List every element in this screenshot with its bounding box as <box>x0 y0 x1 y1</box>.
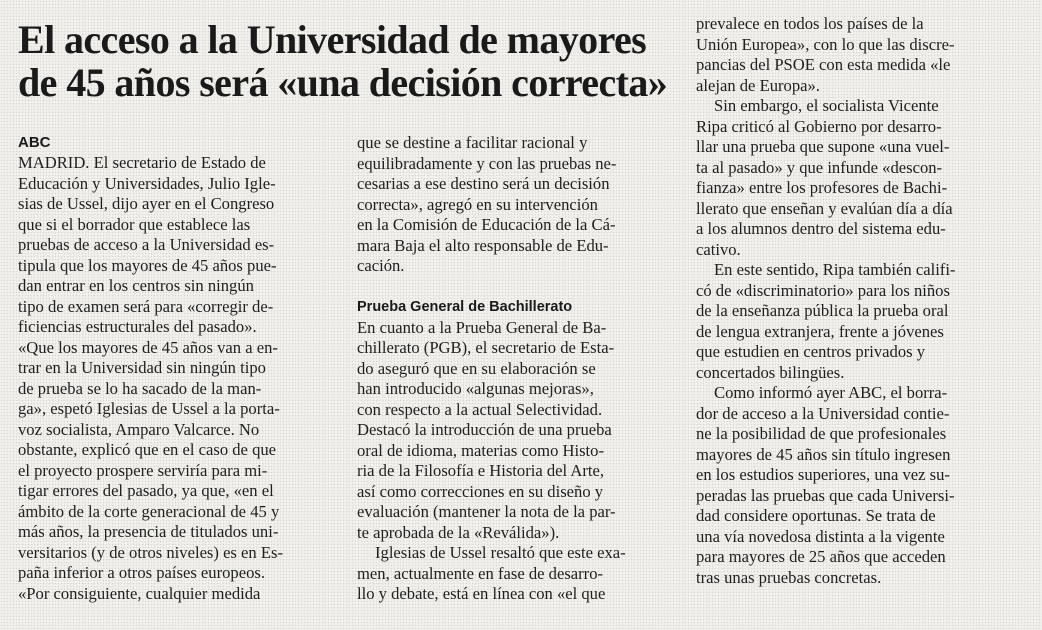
text-line: En este sentido, Ripa también califi- <box>714 260 956 279</box>
headline-line: El acceso a la Universidad de mayores <box>18 17 647 62</box>
text-line: có de «discriminatorio» para los niños <box>696 280 950 300</box>
text-line: de la enseñanza pública la prueba oral <box>696 301 949 320</box>
text-line: Destacó la introducción de una prueba <box>357 420 612 439</box>
text-line: peradas las pruebas que cada Universi- <box>696 485 955 505</box>
text-line: fianza» entre los profesores de Bachi- <box>696 178 948 197</box>
text-line: prevalece en todos los países de la <box>696 14 924 33</box>
text-line: llerato que enseñan y evalúan día a día <box>696 198 953 218</box>
text-line: a los alumnos dentro del sistema edu- <box>696 219 946 238</box>
text-line: paña inferior a otros países europeos. <box>18 563 265 582</box>
paragraph <box>357 133 677 277</box>
text-line: ne la posibilidad de que profesionales <box>696 424 947 443</box>
text-line: ficiencias estructurales del pasado». <box>18 317 257 336</box>
text-line: Como informó ayer ABC, el borra- <box>714 383 948 402</box>
text-line: tipo de examen será para «corregir de- <box>18 296 274 316</box>
text-line: cación. <box>357 256 405 275</box>
text-line: llar una prueba que supone «una vuel- <box>696 137 950 156</box>
spacer <box>357 277 677 297</box>
text-line: do aseguró que en su elaboración se <box>357 358 596 378</box>
paragraph <box>696 96 1006 260</box>
text-line: evaluación (mantener la nota de la par- <box>357 502 616 521</box>
text-line: Educación y Universidades, Julio Igle- <box>18 173 276 193</box>
paragraph <box>357 318 677 544</box>
text-line: correcta», agregó en su intervención <box>357 194 598 214</box>
text-line: así como correcciones en su diseño y <box>357 481 604 501</box>
text-line: pancias del PSOE con esta medida «le <box>696 55 951 74</box>
paragraph <box>357 543 677 605</box>
text-line: Ripa criticó al Gobierno por desarro- <box>696 116 942 136</box>
article-column-2 <box>357 133 677 605</box>
text-line: Sin embargo, el socialista Vicente <box>714 96 939 115</box>
text-line: trar en la Universidad sin ningún tipo <box>18 358 266 377</box>
text-line: una vía novedosa distinta a la vigente <box>696 526 945 546</box>
article-column-1 <box>18 133 338 604</box>
text-line: de lengua extranjera, frente a jóvenes <box>696 321 944 341</box>
text-line: pruebas de acceso a la Universidad es- <box>18 235 275 254</box>
text-line: tigar errores del pasado, ya que, «en el <box>18 481 274 500</box>
text-line: que si el borrador que establece las <box>18 214 251 234</box>
paragraph <box>18 153 338 604</box>
text-line: para mayores de 25 años que acceden <box>696 547 946 566</box>
text-line: ria de la Filosofía e Historia del Arte, <box>357 461 604 480</box>
article-column-3 <box>696 14 1006 588</box>
text-line: mayores de 45 años sin título ingresen <box>696 444 951 464</box>
text-line: el proyecto prospere serviría para mi- <box>18 460 268 480</box>
paragraph <box>696 383 1006 588</box>
text-line: en los estudios superiores, una vez su- <box>696 465 950 484</box>
text-line: voz socialista, Amparo Valcarce. No <box>18 419 260 439</box>
text-line: equilibradamente y con las pruebas ne- <box>357 153 617 173</box>
subheading: Prueba General de Bachillerato <box>357 298 573 315</box>
text-line: que se destine a facilitar racional y <box>357 133 588 152</box>
text-line: te aprobada de la «Reválida»). <box>357 522 560 542</box>
text-line: con respecto a la actual Selectividad. <box>357 399 603 419</box>
text-line: cesarias a ese destino será un decisión <box>357 174 610 193</box>
text-line: ga», espetó Iglesias de Ussel a la porta- <box>18 399 280 418</box>
headline-line: de 45 años será «una decisión correcta» <box>18 60 668 105</box>
byline: ABC <box>18 134 51 151</box>
text-line: alejan de Europa». <box>696 75 820 95</box>
text-line: de prueba se lo ha sacado de la man- <box>18 378 262 398</box>
text-line: llo y debate, está en línea con «el que <box>357 584 606 603</box>
text-line: men, actualmente en fase de desarro- <box>357 563 604 583</box>
text-line: cativo. <box>696 239 741 259</box>
text-line: más años, la presencia de titulados uni- <box>18 522 279 541</box>
text-line: han introducido «algunas mejoras», <box>357 379 594 398</box>
text-line: en la Comisión de Educación de la Cá- <box>357 215 616 234</box>
text-line: dor de acceso a la Universidad contie- <box>696 403 950 423</box>
text-line: chillerato (PGB), el secretario de Esta- <box>357 338 615 357</box>
text-line: concertados bilingües. <box>696 362 845 382</box>
text-line: versitarios (y de otros niveles) es en Es- <box>18 542 283 562</box>
text-line: mara Baja el alto responsable de Edu- <box>357 235 609 255</box>
text-line: dad considere oportunas. Se trata de <box>696 506 936 525</box>
text-line: tras unas pruebas concretas. <box>696 567 882 587</box>
text-line: Iglesias de Ussel resaltó que este exa- <box>375 543 626 562</box>
text-line: Unión Europea», con lo que las discre- <box>696 34 955 54</box>
text-line: «Por consiguiente, cualquier medida <box>18 583 261 603</box>
paragraph <box>696 260 1006 383</box>
text-line: que estudien en centros privados y <box>696 342 926 361</box>
text-line: «Que los mayores de 45 años van a en- <box>18 337 278 357</box>
text-line: obstante, explicó que en el caso de que <box>18 440 277 459</box>
text-line: MADRID. El secretario de Estado de <box>18 153 266 172</box>
text-line: tipula que los mayores de 45 años pue- <box>18 255 277 275</box>
text-line: dan entrar en los centros sin ningún <box>18 276 254 295</box>
text-line: En cuanto a la Prueba General de Ba- <box>357 317 607 337</box>
text-line: sias de Ussel, dijo ayer en el Congreso <box>18 194 275 213</box>
paragraph <box>696 14 1006 96</box>
headline <box>18 18 688 104</box>
text-line: ámbito de la corte generacional de 45 y <box>18 501 280 521</box>
text-line: ta al pasado» y que infunde «descon- <box>696 157 943 177</box>
text-line: oral de idioma, materias como Histo- <box>357 440 604 460</box>
